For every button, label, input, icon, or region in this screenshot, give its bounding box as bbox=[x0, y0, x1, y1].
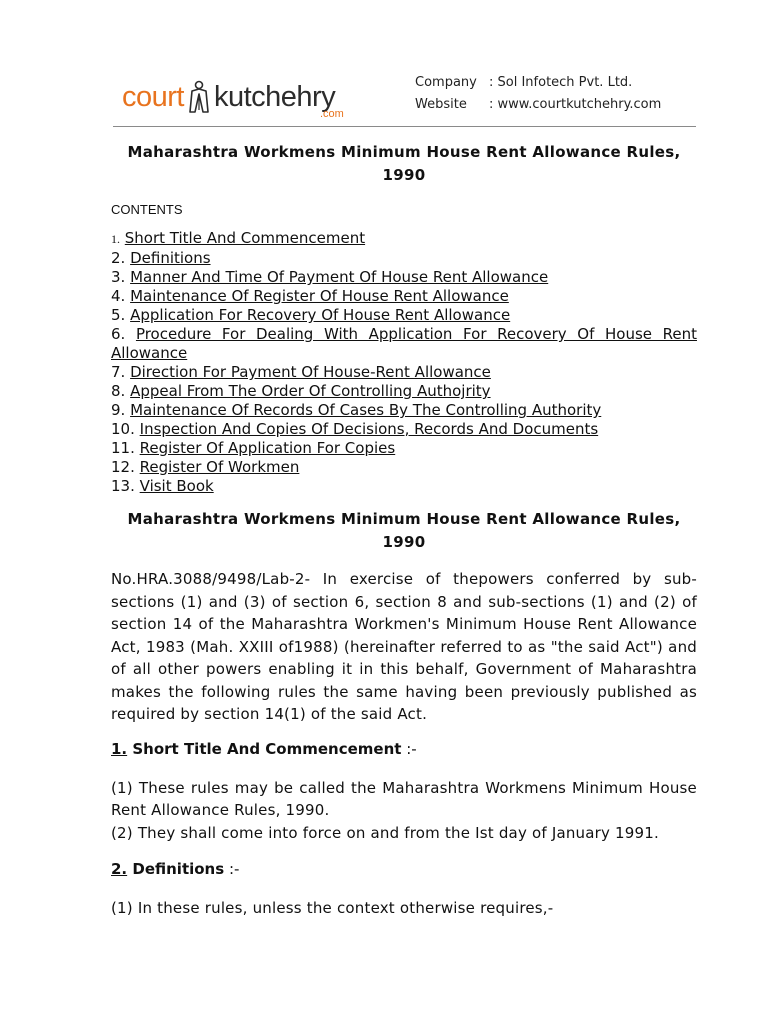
toc-link-visit-book[interactable]: Visit Book bbox=[139, 477, 214, 495]
logo-court-text: court bbox=[122, 81, 184, 113]
preamble-paragraph: No.HRA.3088/9498/Lab-2- In exercise of thepowers conferred by sub-sections (1) and (3) of section 6, section 8 and sub-sections (1) and (2) of section 14 of the Maharashtra Workmen's Minimum House Rent Allowance Act, 1983 (Mah. XXIII of1988) (hereinafter referred to as "the said Act") and of all other powers enabling it in this behalf, Government of Maharashtra makes the following rules the same having been previously published as required by section 14(1) of the said Act. bbox=[111, 570, 697, 723]
toc-link-manner-time-payment[interactable]: Manner And Time Of Payment Of House Rent Allowance bbox=[130, 268, 549, 286]
toc-item bbox=[111, 325, 697, 363]
toc-link-inspection-copies[interactable]: Inspection And Copies Of Decisions, Records And Documents bbox=[139, 420, 599, 438]
lawyer-figure-icon bbox=[184, 80, 214, 114]
toc-item-number: 12. bbox=[111, 458, 135, 476]
section-paragraph bbox=[111, 777, 697, 845]
toc-item-number: 3. bbox=[111, 268, 126, 286]
courtkutchehry-logo[interactable] bbox=[122, 80, 344, 124]
section-colon: :- bbox=[401, 739, 417, 758]
toc-item-number: 9. bbox=[111, 401, 126, 419]
company-row bbox=[415, 72, 661, 94]
toc-item bbox=[111, 363, 697, 382]
company-info bbox=[415, 72, 661, 116]
toc-item bbox=[111, 401, 697, 420]
section-heading bbox=[111, 858, 697, 880]
toc-item-number: 4. bbox=[111, 287, 126, 305]
website-label: Website bbox=[415, 97, 467, 112]
section-colon: :- bbox=[224, 860, 240, 878]
toc-link-application-recovery[interactable]: Application For Recovery Of House Rent Allowance bbox=[130, 306, 511, 324]
toc-link-maintenance-register[interactable]: Maintenance Of Register Of House Rent Allowance bbox=[130, 287, 509, 305]
toc-item bbox=[111, 439, 697, 458]
toc-link-procedure-application[interactable]: Procedure For Dealing With Application For Recovery Of House Rent Allowance bbox=[111, 325, 697, 362]
toc-item bbox=[111, 458, 697, 477]
company-label: Company bbox=[415, 75, 477, 90]
toc-item-number: 7. bbox=[111, 363, 126, 381]
logo-dotcom-text: .com bbox=[320, 108, 344, 120]
company-value: : Sol Infotech Pvt. Ltd. bbox=[489, 75, 633, 90]
toc-item bbox=[111, 420, 697, 439]
section-paragraph-line: (2) They shall come into force on and from the Ist day of January 1991. bbox=[111, 823, 659, 842]
document-title: Maharashtra Workmens Minimum House Rent Allowance Rules, 1990 bbox=[127, 143, 681, 184]
website-row bbox=[415, 94, 661, 116]
table-of-contents bbox=[111, 229, 697, 496]
toc-item-number: 13. bbox=[111, 477, 135, 495]
toc-item-number: 11. bbox=[111, 439, 135, 457]
page-header bbox=[0, 0, 768, 130]
toc-item bbox=[111, 382, 697, 401]
toc-item-number: 2. bbox=[111, 249, 126, 267]
toc-item bbox=[111, 268, 697, 287]
toc-link-register-workmen[interactable]: Register Of Workmen bbox=[139, 458, 300, 476]
toc-item bbox=[111, 249, 697, 268]
toc-item-number: 10. bbox=[111, 420, 135, 438]
section-title: Definitions bbox=[132, 860, 225, 878]
toc-item-number: 1. bbox=[111, 232, 120, 246]
header-divider bbox=[113, 126, 696, 127]
toc-item bbox=[111, 287, 697, 306]
document-body bbox=[111, 141, 697, 920]
toc-link-direction-payment[interactable]: Direction For Payment Of House-Rent Allowance bbox=[130, 363, 491, 381]
section-paragraph-line: (1) These rules may be called the Maharashtra Workmens Minimum House Rent Allowance Rules, 1990. bbox=[111, 778, 697, 819]
toc-link-short-title[interactable]: Short Title And Commencement bbox=[124, 229, 366, 247]
toc-link-appeal[interactable]: Appeal From The Order Of Controlling Authojrity bbox=[130, 382, 491, 400]
toc-link-definitions[interactable]: Definitions bbox=[130, 249, 211, 267]
toc-item bbox=[111, 306, 697, 325]
toc-link-register-application[interactable]: Register Of Application For Copies bbox=[139, 439, 396, 457]
section-heading bbox=[111, 738, 697, 760]
contents-label: CONTENTS bbox=[111, 202, 183, 217]
toc-item-number: 5. bbox=[111, 306, 126, 324]
section-number[interactable]: 1. bbox=[111, 739, 128, 758]
toc-link-maintenance-records[interactable]: Maintenance Of Records Of Cases By The Controlling Authority bbox=[130, 401, 602, 419]
toc-item bbox=[111, 477, 697, 496]
toc-item-number: 8. bbox=[111, 382, 126, 400]
logo-kutchehry-text: kutchehry bbox=[213, 81, 336, 113]
toc-item-number: 6. bbox=[111, 325, 126, 343]
section-paragraph: (1) In these rules, unless the context otherwise requires,- bbox=[111, 899, 554, 917]
section-title: Short Title And Commencement bbox=[132, 739, 402, 758]
toc-item bbox=[111, 229, 697, 249]
website-value[interactable]: : www.courtkutchehry.com bbox=[489, 97, 662, 112]
section-number[interactable]: 2. bbox=[111, 860, 128, 878]
document-title-repeat: Maharashtra Workmens Minimum House Rent Allowance Rules, 1990 bbox=[127, 510, 681, 551]
